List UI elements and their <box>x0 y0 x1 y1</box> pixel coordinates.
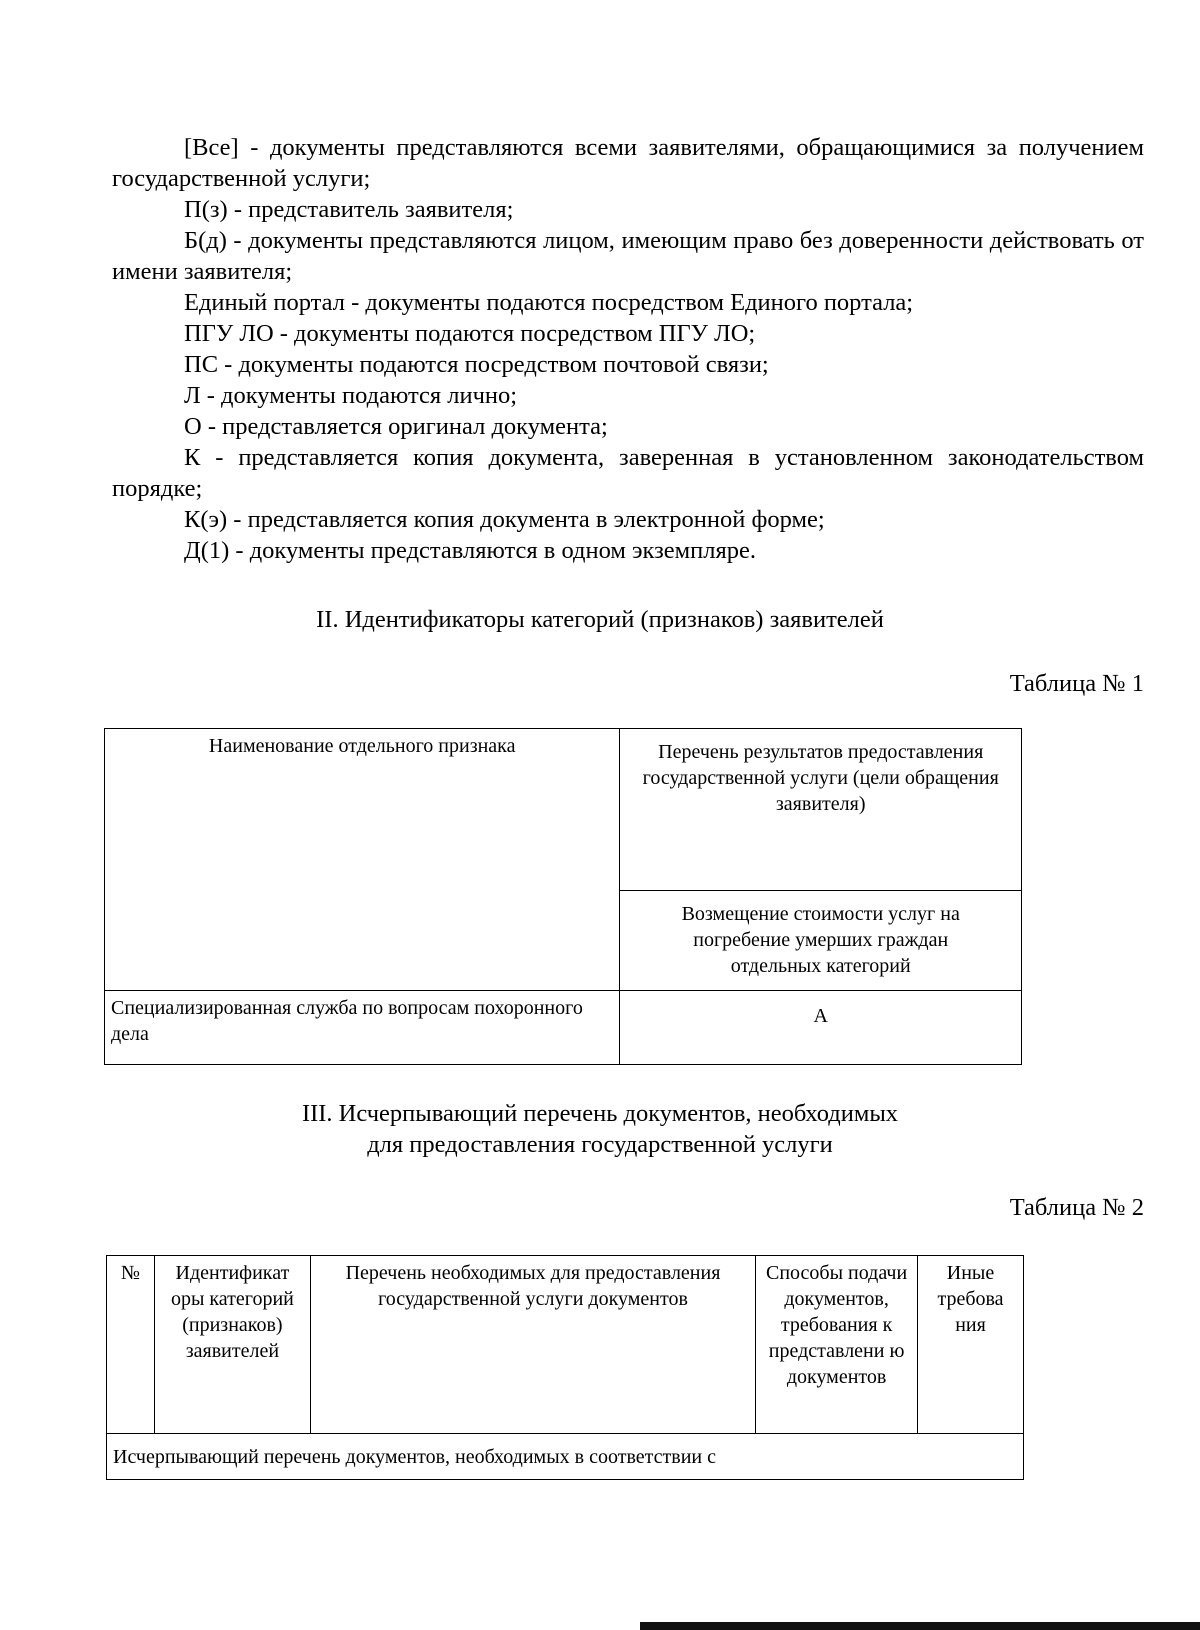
table-1-row-label: Специализированная служба по вопросам похоронного дела <box>111 997 583 1045</box>
table-1-row-value: А <box>813 1005 828 1027</box>
legend-without-power-of-attorney: Б(д) - документы представляются лицом, имеющим право без доверенности действовать от имени заявителя; <box>112 227 1144 285</box>
legend-in-person: Л - документы подаются лично; <box>184 382 518 409</box>
legend-postal: ПС - документы подаются посредством почтовой связи; <box>184 351 769 378</box>
table-2-caption: Таблица № 2 <box>1009 1194 1144 1221</box>
section-3-heading-line-2: для предоставления государственной услуги <box>367 1131 833 1158</box>
table-1 <box>104 728 1022 1065</box>
table-2-header-document-list-text: Перечень необходимых для предоставления государственной услуги документов <box>345 1262 721 1310</box>
table-1-result-column <box>620 891 1022 991</box>
legend-unified-portal: Единый портал - документы подаются посредством Единого портала; <box>184 289 914 316</box>
table-1-result-text: Возмещение стоимости услуг на погребение умерших граждан отдельных категорий <box>681 903 960 977</box>
table-2-span-row-text: Исчерпывающий перечень документов, необходимых в соответствии с <box>113 1446 716 1468</box>
table-2-span-row <box>107 1434 1024 1480</box>
section-3-heading-line-1: III. Исчерпывающий перечень документов, необходимых <box>301 1100 899 1127</box>
table-2 <box>106 1255 1024 1480</box>
table-1-row-value-cell <box>620 991 1022 1065</box>
table-2-header-other-requirements <box>918 1256 1024 1434</box>
table-2-header-identifiers-text: Идентификат оры категорий (признаков) заявителей <box>170 1262 294 1362</box>
table-1-row-label-cell <box>105 991 620 1065</box>
section-2-heading: II. Идентификаторы категорий (признаков) заявителей <box>316 606 884 633</box>
legend-all: [Все] - документы представляются всеми заявителями, обращающимися за получением государственной услуги; <box>112 134 1144 192</box>
table-2-header-submission-methods-text: Способы подачи документов, требования к представлени ю документов <box>766 1262 908 1388</box>
table-2-header-document-list <box>310 1256 755 1434</box>
table-1-header-feature-text: Наименование отдельного признака <box>208 735 516 757</box>
table-2-header-number <box>107 1256 155 1434</box>
table-1-header-results-text: Перечень результатов предоставления государственной услуги (цели обращения заявителя) <box>642 741 999 815</box>
scan-edge-rule <box>640 1622 1200 1630</box>
table-2-header-other-requirements-text: Иные требова ния <box>937 1262 1004 1336</box>
legend-certified-copy: К - представляется копия документа, заверенная в установленном законодательством порядке; <box>112 444 1144 502</box>
table-1-header-feature <box>105 729 620 991</box>
legend-original: О - представляется оригинал документа; <box>184 413 608 440</box>
legend-pgu-lo: ПГУ ЛО - документы подаются посредством ПГУ ЛО; <box>184 320 756 347</box>
legend-one-copy: Д(1) - документы представляются в одном экземпляре. <box>184 537 757 564</box>
legend-electronic-copy: К(э) - представляется копия документа в электронной форме; <box>184 506 825 533</box>
table-2-header-submission-methods <box>756 1256 918 1434</box>
table-1-header-results <box>620 729 1022 891</box>
table-2-header-identifiers <box>154 1256 310 1434</box>
legend-representative: П(з) - представитель заявителя; <box>184 196 514 223</box>
table-1-caption: Таблица № 1 <box>1009 670 1144 697</box>
table-2-header-number-text: № <box>120 1262 141 1284</box>
